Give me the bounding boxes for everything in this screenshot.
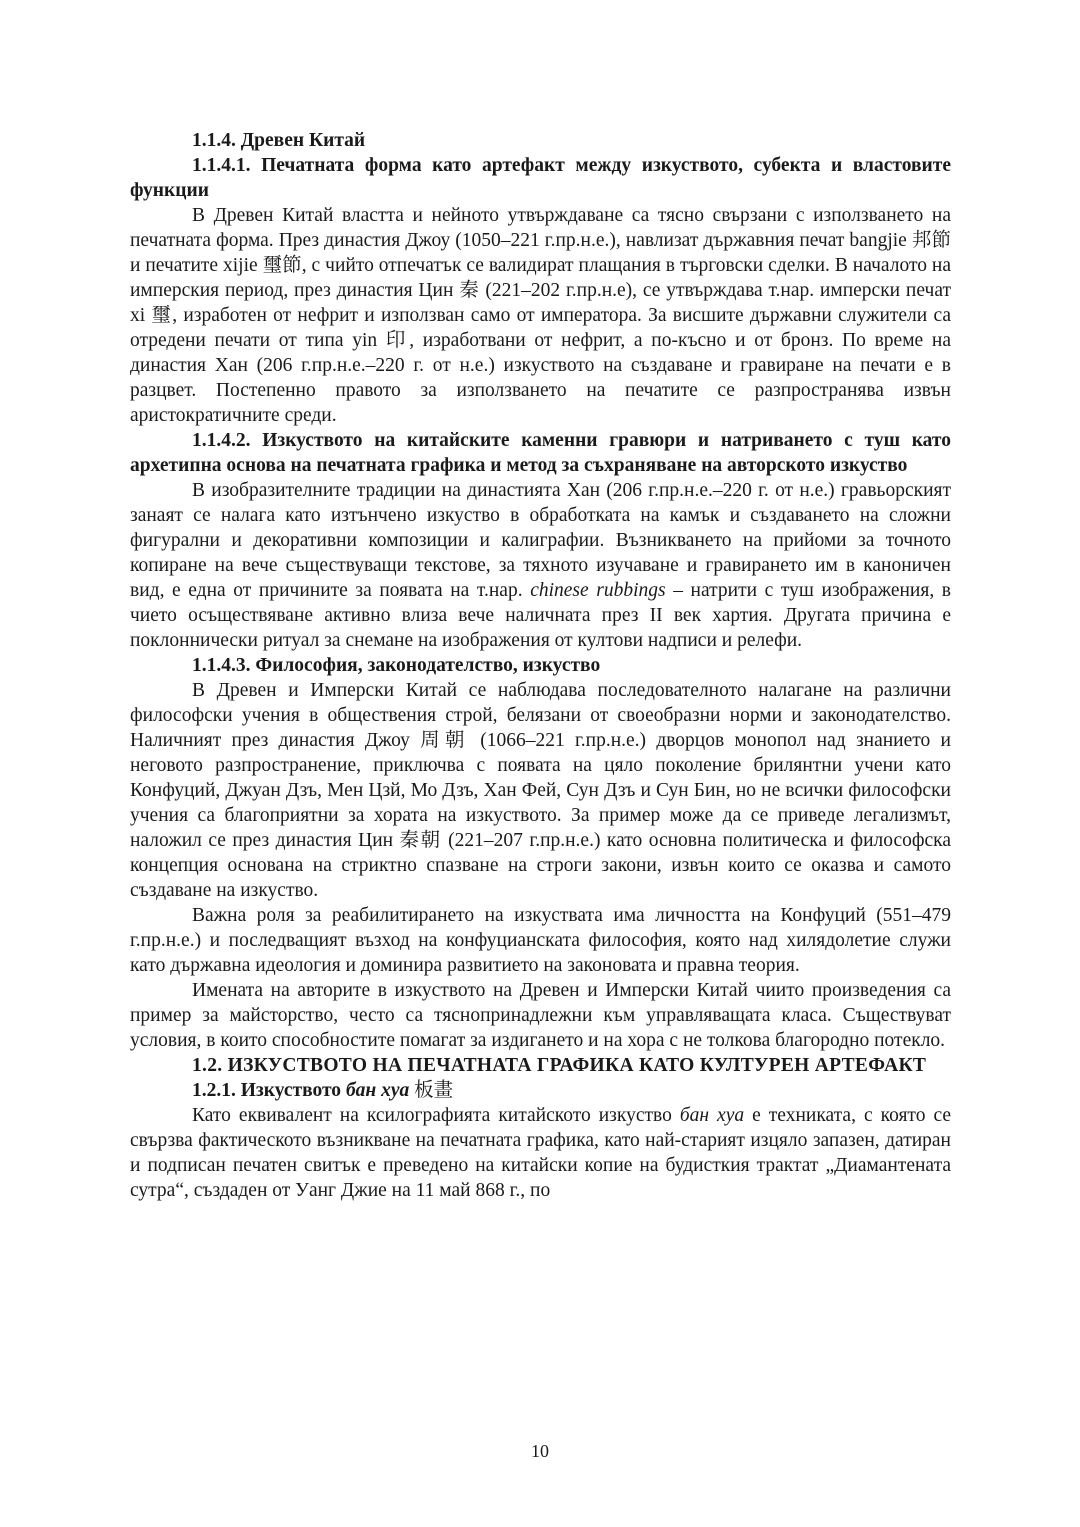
subsection-heading-philosophy: 1.1.4.3. Философия, законодателство, изкуство bbox=[192, 655, 601, 676]
paragraph-text: е техниката, с която се свързва фактическото възникване на печатната графика, като най-старият изцяло запазен, датиран и подписан печатен свитък е преведено на китайски копие на будисткия трактат „Диамантената сутра“, създаден от Уанг Джие на 11 май 868 г., по bbox=[130, 1105, 951, 1201]
section-heading-ancient-china: 1.1.4. Древен Китай bbox=[192, 130, 366, 151]
subsection-heading-ban-hua bbox=[130, 1078, 951, 1103]
paragraph-text: – натрити с туш изображения, в чието осъществяване активно влиза вече наличната през II век хартия. Другата причина е поклоннически ритуал за снемане на изображения от култови надписи и релефи. bbox=[130, 580, 951, 651]
italic-term: бан хуа bbox=[345, 1080, 410, 1101]
paragraph-stone-engravings bbox=[130, 478, 951, 653]
paragraph-print-form: В Древен Китай властта и нейното утвърждаване са тясно свързани с използването на печатната форма. През династия Джоу (1050–221 г.пр.н.е.), навлизат държавния печат bangjie 邦節 и печатите xijie 璽節, с чийто отпечатък се валидират плащания в търговски сделки. В началото на имперския период, през династия Цин 秦 (221–202 г.пр.н.е), се утвърждава т.нар. имперски печат xi 璽, изработен от нефрит и използван само от императора. За висшите държавни служители са отредени печати от типа yin 印, изработвани от нефрит, а по-късно и от бронз. По време на династия Хан (206 г.пр.н.е.–220 г. от н.е.) изкуството на създаване и гравиране на печати е в разцвет. Постепенно правото за използването на печатите се разпространява извън аристократичните среди. bbox=[130, 205, 951, 426]
paragraph-text: Като еквивалент на ксилографията китайското изкуство bbox=[192, 1105, 680, 1126]
paragraph-ban-hua bbox=[130, 1103, 951, 1203]
heading-suffix: 板畫 bbox=[409, 1080, 454, 1101]
paragraph-confucius: Важна роля за реабилитирането на изкуствата има личността на Конфуций (551–479 г.пр.н.е.) и последващият възход на конфуцианската философия, която над хилядолетие служи като държавна идеология и доминира развитието на законовата и правна теория. bbox=[130, 905, 951, 976]
italic-term: chinese rubbings bbox=[530, 580, 666, 601]
subsection-heading-print-form: 1.1.4.1. Печатната форма като артефакт между изкуството, субекта и властовите функции bbox=[130, 155, 951, 201]
page-number: 10 bbox=[531, 1441, 549, 1461]
paragraph-authors: Имената на авторите в изкуството на Древен и Имперски Китай чиито произведения са пример за майсторство, често са тяснопринадлежни към управляващата класа. Съществуват условия, в които способностите помагат за издигането и на хора с не толкова благородно потекло. bbox=[130, 980, 951, 1051]
chapter-heading-printmaking: 1.2. ИЗКУСТВОТО НА ПЕЧАТНАТА ГРАФИКА КАТО КУЛТУРЕН АРТЕФАКТ bbox=[192, 1055, 927, 1076]
italic-term: бан хуа bbox=[679, 1105, 745, 1126]
heading-text: 1.2.1. Изкуството bbox=[192, 1080, 346, 1101]
paragraph-text: В изобразителните традиции на династията Хан (206 г.пр.н.е.–220 г. от н.е.) гравьорският занаят се налага като изтънчено изкуство в обработката на камък и създаването на сложни фигурални и декоративни композиции и калиграфии. Възникването на прийоми за точното копиране на вече съществуващи текстове, за тяхното изучаване и гравирането им в каноничен вид, е една от причините за появата на т.нар. bbox=[130, 480, 951, 601]
page-body bbox=[130, 128, 951, 1203]
paragraph-philosophy: В Древен и Имперски Китай се наблюдава последователното налагане на различни философски учения в обществения строй, белязани от своеобразни норми и законодателство. Наличният през династия Джоу 周朝 (1066–221 г.пр.н.е.) дворцов монопол над знанието и неговото разпространение, приключва с появата на цяло поколение брилянтни учени като Конфуций, Джуан Дзъ, Мен Цзй, Мо Дзъ, Хан Фей, Сун Дзъ и Сун Бин, но не всички философски учения са благоприятни за хората на изкуството. За пример може да се приведе легализмът, наложил се през династия Цин 秦朝 (221–207 г.пр.н.е.) като основна политическа и философска концепция основана на стриктно спазване на строги закони, извън които се оказва и самото създаване на изкуство. bbox=[130, 680, 951, 901]
subsection-heading-stone-engravings: 1.1.4.2. Изкуството на китайските каменни гравюри и натриването с туш като архетипна основа на печатната графика и метод за съхраняване на авторското изкуство bbox=[130, 430, 951, 476]
